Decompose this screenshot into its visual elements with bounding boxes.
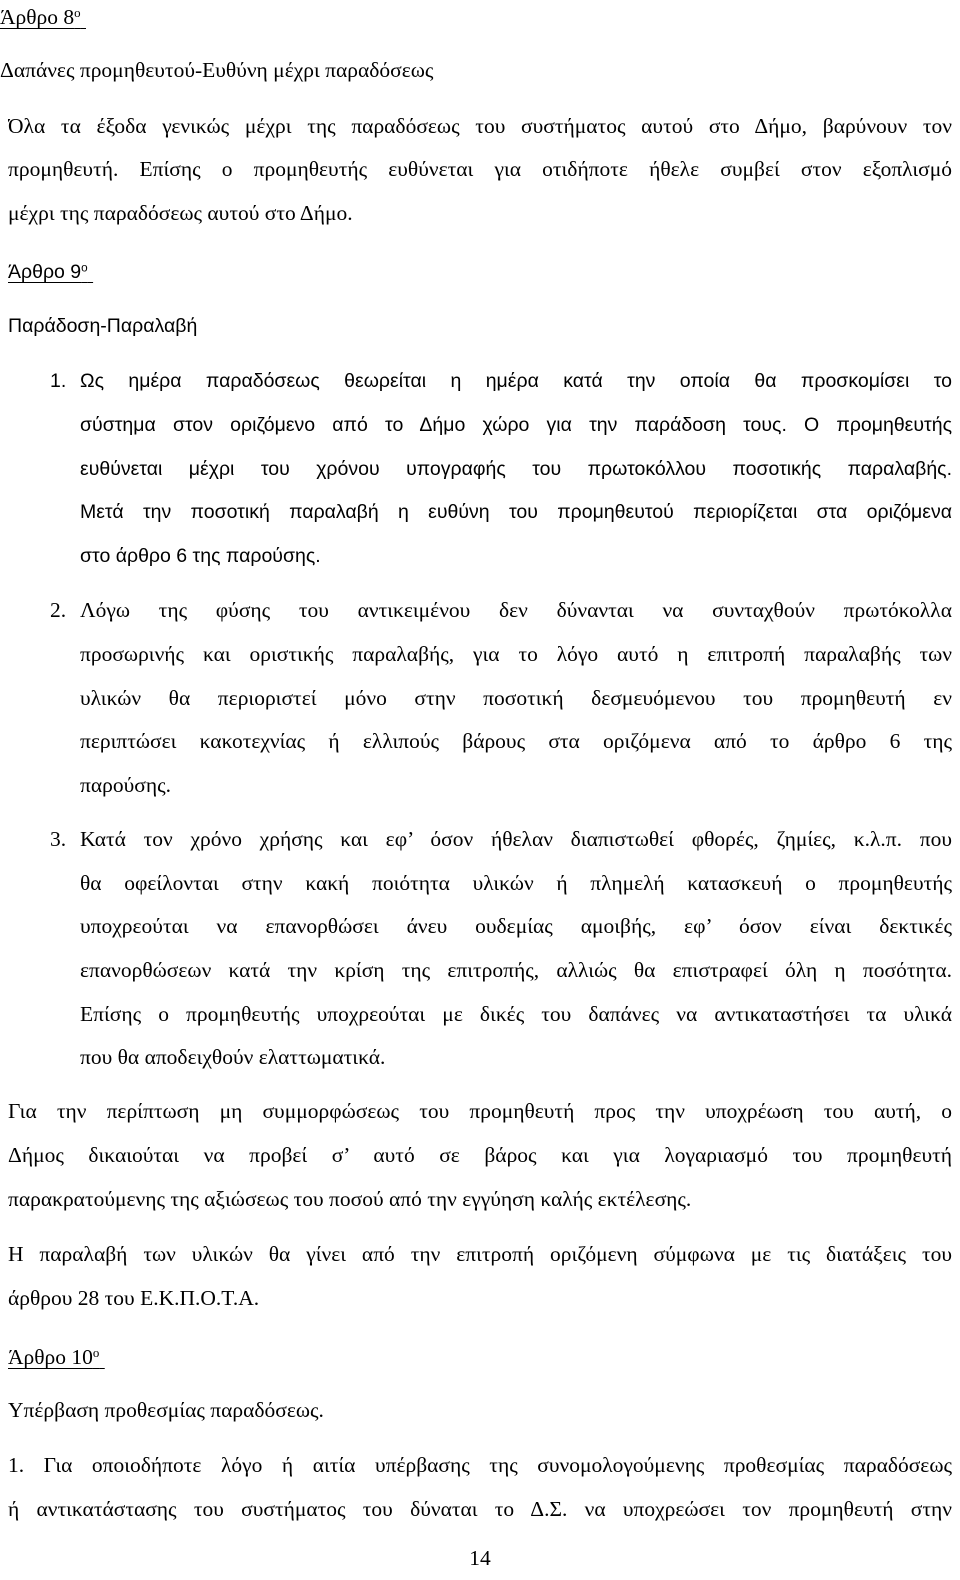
list-item-line: προσωρινής και οριστικής παραλαβής, για το λόγο αυτό η επιτροπή παραλαβής των — [80, 642, 952, 666]
list-item-line: περιπτώσει κακοτεχνίας ή ελλιπούς βάρους στα οριζόμενα από το άρθρο 6 της — [80, 729, 952, 753]
paragraph-line: Για την περίπτωση μη συμμορφώσεως του προμηθευτή προς την υποχρέωση του αυτή, ο — [8, 1099, 952, 1123]
list-item-line: επανορθώσεων κατά την κρίση της επιτροπής, αλλιώς θα επιστραφεί όλη η ποσότητα. — [80, 958, 952, 982]
paragraph-line: άρθρου 28 του Ε.Κ.Π.Ο.Τ.Α. — [8, 1286, 260, 1310]
list-item-number: 3. — [50, 827, 67, 851]
article-8-subtitle: Δαπάνες προμηθευτού-Ευθύνη μέχρι παραδόσεως — [0, 58, 434, 82]
paragraph-line: 1. Για οποιοδήποτε λόγο ή αιτία υπέρβασης της συνομολογούμενης προθεσμίας παραδόσεως — [8, 1453, 952, 1477]
article-8-text-line: προμηθευτή. Επίσης ο προμηθευτής ευθύνεται για οτιδήποτε ήθελε συμβεί στον εξοπλισμό — [8, 157, 952, 181]
list-item-line: παρούσης. — [80, 773, 171, 797]
paragraph-line: Η παραλαβή των υλικών θα γίνει από την επιτροπή οριζόμενη σύμφωνα με τις διατάξεις του — [8, 1242, 952, 1266]
list-item-number: 2. — [50, 598, 67, 622]
list-item-line: ευθύνεται μέχρι του χρόνου υπογραφής του πρωτοκόλλου ποσοτικής παραλαβής. — [80, 458, 952, 480]
paragraph-line: ή αντικατάστασης του συστήματος του δύναται το Δ.Σ. να υποχρεώσει τον προμηθευτή στην — [8, 1497, 952, 1521]
list-item-line: που θα αποδειχθούν ελαττωματικά. — [80, 1045, 386, 1069]
list-item-line: Ως ημέρα παραδόσεως θεωρείται η ημέρα κατά την οποία θα προσκομίσει το — [80, 370, 952, 392]
paragraph-line: Δήμος δικαιούται να προβεί σ’ αυτό σε βάρος και για λογαριασμό του προμηθευτή — [8, 1143, 952, 1167]
list-item — [50, 368, 952, 394]
list-item — [50, 597, 952, 623]
list-item-line: Κατά τον χρόνο χρήσης και εφ’ όσον ήθελαν διαπιστωθεί φθορές, ζημίες, κ.λ.π. που — [80, 827, 952, 851]
list-item-line: στο άρθρο 6 της παρούσης. — [80, 545, 321, 567]
article-9-heading: Άρθρο $9^o$ — [8, 261, 88, 284]
article-10-heading: Άρθρο $10^o$ — [8, 1345, 100, 1370]
list-item-line: Επίσης ο προμηθευτής υποχρεούται με δικές του δαπάνες να αντικαταστήσει τα υλικά — [80, 1002, 952, 1026]
page-number: 14 — [469, 1546, 491, 1570]
article-9-subtitle: Παράδοση-Παραλαβή — [8, 315, 198, 337]
list-item-number: 1. — [50, 370, 67, 392]
paragraph-line: παρακρατούμενης της αξιώσεως του ποσού από την εγγύηση καλής εκτέλεσης. — [8, 1187, 692, 1211]
article-8-heading: Άρθρο $8^o$ — [0, 5, 81, 30]
list-item-line: θα οφείλονται στην κακή ποιότητα υλικών ή πλημελή κατασκευή ο προμηθευτής — [80, 871, 952, 895]
article-8-text-line: Όλα τα έξοδα γενικώς μέχρι της παραδόσεως του συστήματος αυτού στο Δήμο, βαρύνουν τον — [8, 114, 952, 138]
list-item — [50, 826, 952, 852]
list-item-line: Μετά την ποσοτική παραλαβή η ευθύνη του προμηθευτού περιορίζεται στα οριζόμενα — [80, 501, 952, 523]
list-item-line: σύστημα στον οριζόμενο από το Δήμο χώρο για την παράδοση τους. Ο προμηθευτής — [80, 414, 952, 436]
article-10-subtitle: Υπέρβαση προθεσμίας παραδόσεως. — [8, 1398, 324, 1422]
list-item-line: υλικών θα περιοριστεί μόνο στην ποσοτική δεσμευόμενου του προμηθευτή εν — [80, 686, 952, 710]
list-item-line: Λόγω της φύσης του αντικειμένου δεν δύνανται να συνταχθούν πρωτόκολλα — [80, 598, 952, 622]
article-8-text-line: μέχρι της παραδόσεως αυτού στο Δήμο. — [8, 201, 353, 225]
list-item-line: υποχρεούται να επανορθώσει άνευ ουδεμίας αμοιβής, εφ’ όσον είναι δεκτικές — [80, 914, 952, 938]
